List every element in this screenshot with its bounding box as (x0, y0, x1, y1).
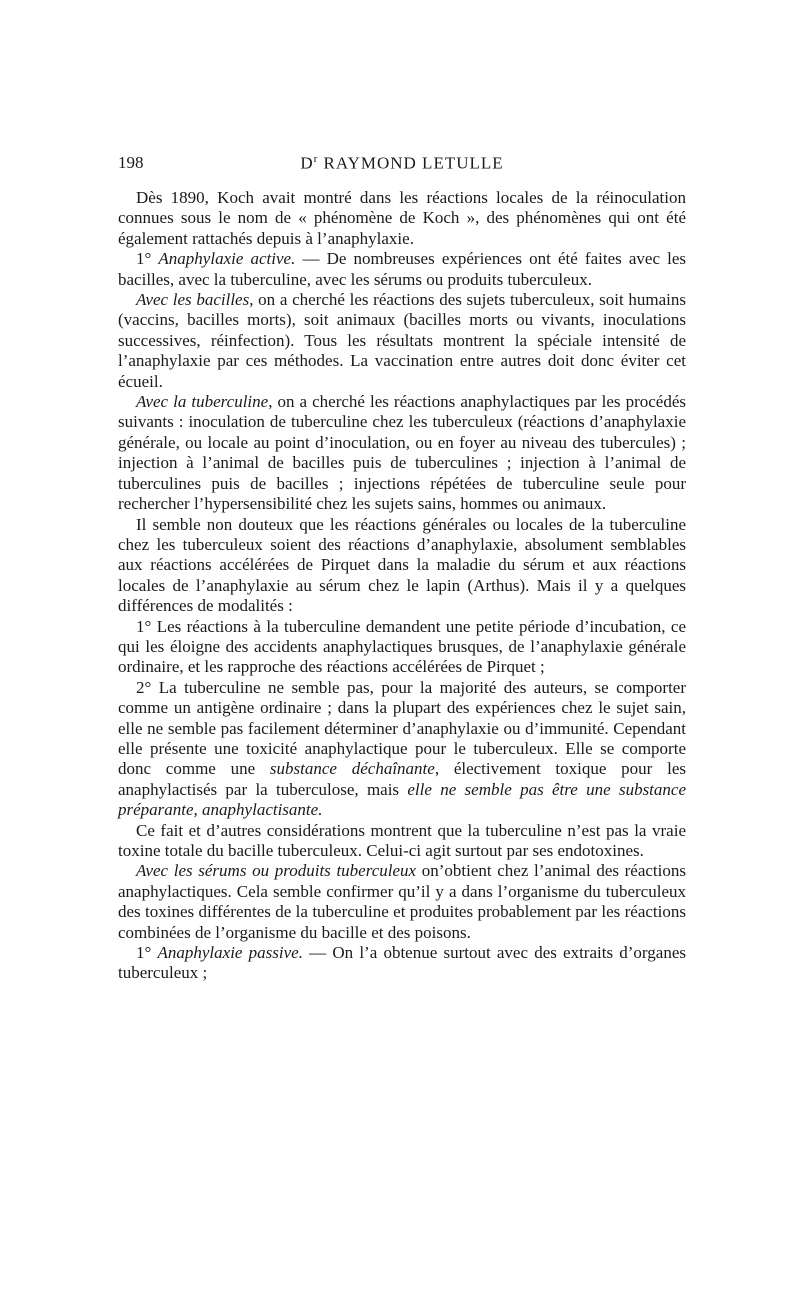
text-segment: 1° Les réactions à la tuberculine demandent une petite période d’incubation, ce qui les éloigne des accidents anaphylactiques brusques, de l’anaphylaxie générale ordinaire, et les rapproche des réactions accélérées de Pirquet ; (118, 616, 686, 677)
italic-text: Avec la tuberculine (136, 392, 269, 412)
italic-text: Avec les bacilles (136, 290, 250, 310)
italic-text: Avec les sérums ou produits tuberculeux (136, 861, 417, 881)
italic-text: substance déchaînante (269, 759, 435, 779)
paragraph-p3 (118, 290, 686, 392)
text-segment: , électivement toxique pour les anaphylactisés par la tuberculose, mais (118, 759, 686, 799)
page-header (118, 153, 686, 177)
text-segment: Ce fait et d’autres considérations montrent que la tuberculine n’est pas la vraie toxine totale du bacille tuberculeux. Celui-ci agit surtout par ses endotoxines. (118, 820, 686, 860)
text-segment: — De nombreuses expériences ont été faites avec les bacilles, avec la tuberculine, avec les sérums ou produits tuberculeux. (118, 249, 686, 289)
text-segment: Dès 1890, Koch avait montré dans les réactions locales de la réinoculation connues sous le nom de « phénomène de Koch », des phénomènes qui ont été également rattachés depuis à l’anaphylaxie. (118, 188, 686, 248)
text-segment: Il semble non douteux que les réactions générales ou locales de la tuberculine chez les tuberculeux soient des réactions d’anaphylaxie, absolument semblables aux réactions accélérées de Pirquet dans la maladie du sérum et aux réactions locales de l’anaphylaxie au sérum chez le lapin (Arthus). Mais il y a quelques différences de modalités : (118, 514, 686, 616)
text-segment: — On l’a obtenue surtout avec des extraits d’organes tuberculeux ; (118, 943, 686, 983)
paragraph-p8 (118, 821, 686, 862)
paragraph-p5 (118, 515, 686, 617)
italic-text: elle ne semble pas être une substance préparante, anaphylactisante. (118, 779, 686, 820)
paragraph-p2 (118, 249, 686, 290)
page-number: 198 (118, 153, 144, 172)
text-segment: , on a cherché les réactions des sujets tuberculeux, soit humains (vaccins, bacilles morts), soit animaux (bacilles morts ou vivants, inoculations successives, réinfection). Tous les résultats montrent la spéciale intensité de l’anaphylaxie par ces méthodes. La vaccination entre autres doit donc éviter cet écueil. (118, 290, 686, 391)
text-segment: on’obtient chez l’animal des réactions anaphylactiques. Cela semble confirmer qu’il y a dans l’organisme du tuberculeux des toxines différentes de la tuberculine et produites probablement par les réactions combinées de l’organisme du bacille et des poisons. (118, 861, 686, 942)
paragraph-p1 (118, 188, 686, 249)
running-title (118, 153, 686, 174)
paragraph-p7 (118, 678, 686, 821)
paragraph-p10 (118, 943, 686, 984)
running-title-name: RAYMOND LETULLE (318, 153, 504, 173)
running-title-superscript: r (313, 153, 319, 165)
paragraph-p9 (118, 861, 686, 943)
paragraph-p4 (118, 392, 686, 514)
text-segment: 1° (136, 249, 159, 269)
text-segment: 1° (136, 943, 158, 963)
body-text (118, 188, 686, 984)
italic-text: Anaphylaxie active. (158, 249, 296, 269)
running-title-prefix: D (300, 153, 314, 173)
italic-text: Anaphylaxie passive. (157, 943, 303, 963)
text-segment: 2° La tuberculine ne semble pas, pour la majorité des auteurs, se comporter comme un antigène ordinaire ; dans la plupart des expériences chez le sujet sain, elle ne semble pas facilement déterminer d’anaphylaxie ou d’immunité. Cependant elle présente une toxicité anaphylactique pour le tuberculeux. Elle se comporte donc comme une (118, 677, 686, 779)
text-segment: , on a cherché les réactions anaphylactiques par les procédés suivants : inoculation de tuberculine chez les tuberculeux (réactions d’anaphylaxie générale, ou locale au point d’inoculation, ou en foyer au niveau des tubercules) ; injection à l’animal de bacilles puis de tuberculines ; injection à l’animal de tuberculines puis de bacilles ; injections répétées de tuberculine seule pour rechercher l’hypersensibilité chez les sujets sains, hommes ou animaux. (118, 392, 686, 514)
paragraph-p6 (118, 617, 686, 678)
